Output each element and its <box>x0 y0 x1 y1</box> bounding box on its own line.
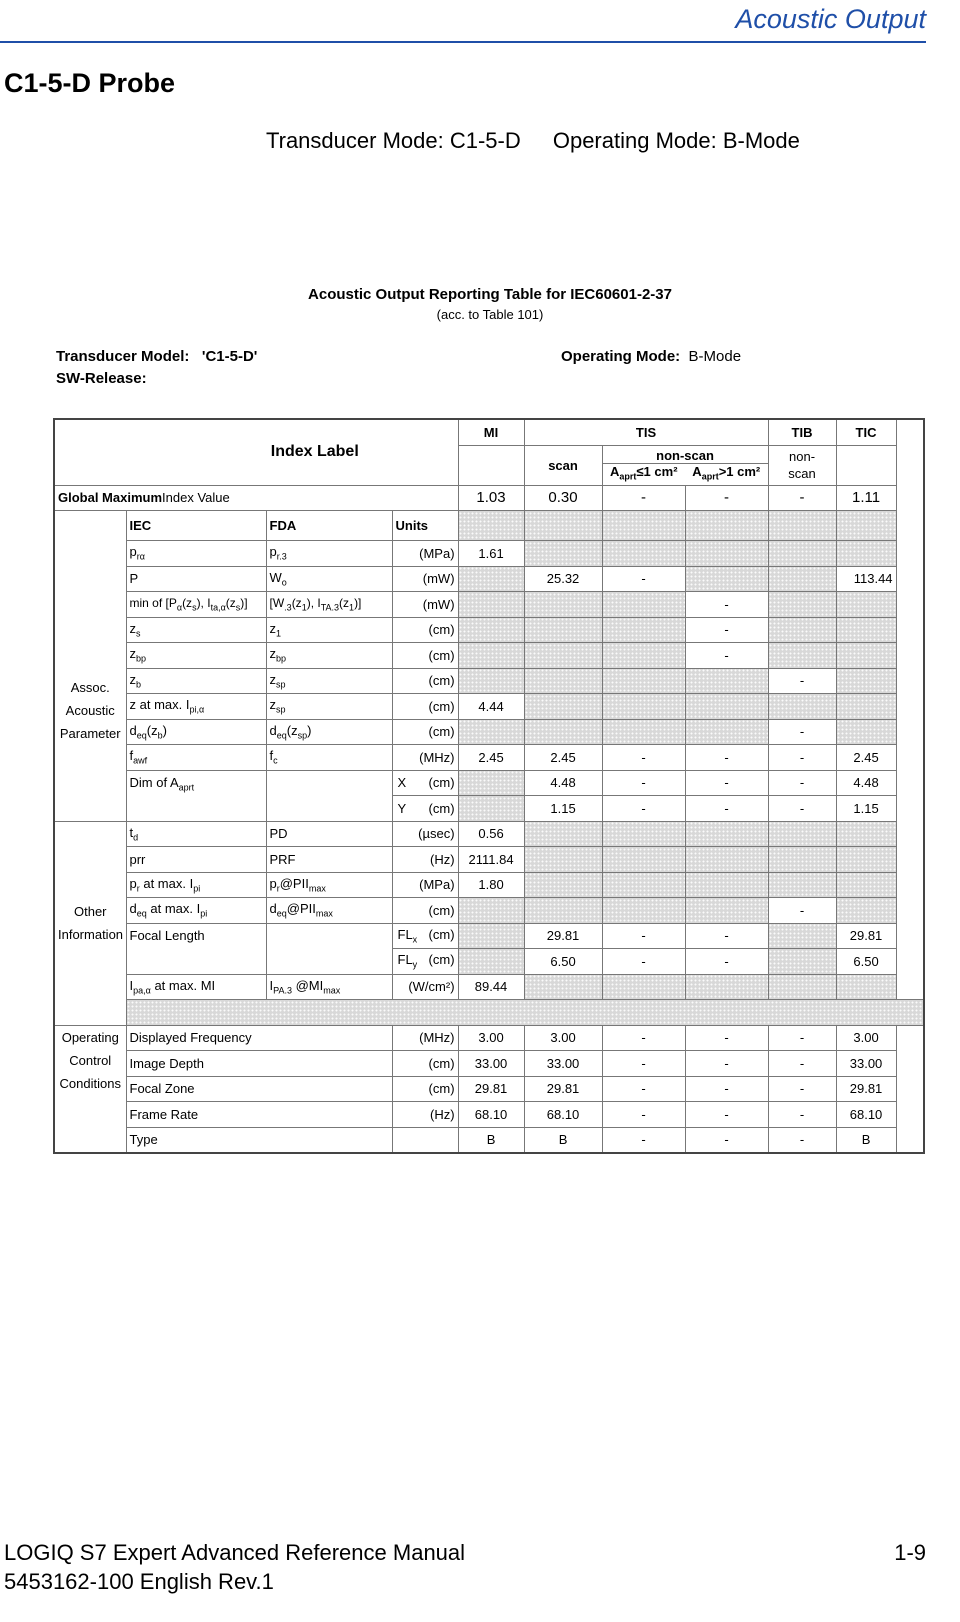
fda-zbp: $z_{bp}$ <box>266 643 392 669</box>
other-label-cell <box>54 821 126 1025</box>
unit-mhz: (MHz) <box>392 745 458 771</box>
fda-pr-pii: $p_r@PII_{max}$ <box>266 872 392 898</box>
table-row <box>54 872 924 898</box>
table-row <box>54 745 924 771</box>
op-val-scan: 68.10 <box>524 1102 602 1128</box>
val-mi: 89.44 <box>458 974 524 1000</box>
iec-deq-max: $d_{eq}$ at max. $I_{pi}$ <box>126 898 266 924</box>
op-label: Frame Rate <box>126 1102 392 1128</box>
op-val-scan: 3.00 <box>524 1025 602 1051</box>
op-val-tib: - <box>768 1102 836 1128</box>
table-row <box>54 541 924 567</box>
val-le1: - <box>602 566 685 592</box>
op-val-scan: B <box>524 1127 602 1153</box>
table-row <box>54 1102 924 1128</box>
operating-mode-value: B-Mode <box>688 348 742 365</box>
val-tic: 113.44 <box>836 566 896 592</box>
val-gt1: - <box>685 592 768 618</box>
val-tib: - <box>768 796 836 822</box>
fda-fc: $f_c$ <box>266 745 392 771</box>
page-number: 1-9 <box>894 1540 926 1565</box>
unit-cm: (cm) <box>392 617 458 643</box>
manual-title: LOGIQ S7 Expert Advanced Reference Manual <box>4 1540 466 1565</box>
iec-pra: $p_{r\alpha}$ <box>126 541 266 567</box>
fda-zsp: $z_{sp}$ <box>266 694 392 720</box>
global-max-label: Global MaximumIndex Value <box>54 485 458 511</box>
table-title: Acoustic Output Reporting Table for IEC60601-2-37 <box>308 286 672 303</box>
val-scan: 29.81 <box>524 923 602 949</box>
table-row <box>54 643 924 669</box>
unit-hz: (Hz) <box>392 847 458 873</box>
val-mi: 1.80 <box>458 872 524 898</box>
fda-deq: $d_{eq}(z_{sp})$ <box>266 719 392 745</box>
tic-header: TIC <box>836 419 896 445</box>
op-val-tic: 68.10 <box>836 1102 896 1128</box>
tis-header: TIS <box>524 419 768 445</box>
val-tib: - <box>768 719 836 745</box>
table-row <box>54 1076 924 1102</box>
unit-cm: (cm) <box>392 643 458 669</box>
assoc-line-3: Parameter <box>59 726 121 742</box>
val-gt1: - <box>685 770 768 796</box>
val-gt1: - <box>685 923 768 949</box>
assoc-line-1: Assoc. <box>70 680 110 696</box>
val-scan: 25.32 <box>524 566 602 592</box>
iec-pr-max: $p_r$ at max. $I_{pi}$ <box>126 872 266 898</box>
val-scan: 2.45 <box>524 745 602 771</box>
op-unit: (MHz) <box>392 1025 458 1051</box>
unit-cm: (cm) <box>392 668 458 694</box>
global-tib: - <box>768 485 836 511</box>
fda-pr3: $p_{r.3}$ <box>266 541 392 567</box>
probe-title: C1-5-D Probe <box>4 68 176 98</box>
operating-mode-label: Operating Mode: <box>561 348 681 365</box>
op-label: Type <box>126 1127 392 1153</box>
table-row <box>54 847 924 873</box>
val-tic: 4.48 <box>836 770 896 796</box>
val-tib: - <box>768 898 836 924</box>
fda-zsp: $z_{sp}$ <box>266 668 392 694</box>
global-tic: 1.11 <box>836 485 896 511</box>
val-tib: - <box>768 770 836 796</box>
op-val-tic: 29.81 <box>836 1076 896 1102</box>
val-scan: 1.15 <box>524 796 602 822</box>
val-tib: - <box>768 745 836 771</box>
iec-td: $t_d$ <box>126 821 266 847</box>
op-unit: (cm) <box>392 1076 458 1102</box>
table-subtitle: (acc. to Table 101) <box>436 307 544 322</box>
op-label-cell <box>54 1025 126 1153</box>
op-val-tib: - <box>768 1025 836 1051</box>
table-row <box>54 923 924 949</box>
modes-line <box>266 128 826 154</box>
unit-x: X (cm) <box>392 770 458 796</box>
iec-prr: prr <box>126 847 266 873</box>
iec-zmax: z at max. $I_{pi,\alpha}$ <box>126 694 266 720</box>
table-row <box>54 898 924 924</box>
op-unit: (Hz) <box>392 1102 458 1128</box>
op-line-3: Conditions <box>59 1075 121 1091</box>
fda-deq-pii: $d_{eq}@PII_{max}$ <box>266 898 392 924</box>
table-row <box>54 617 924 643</box>
unit-mw: (mW) <box>392 592 458 618</box>
iec-zbp: $z_{bp}$ <box>126 643 266 669</box>
iec-dim-aprt: Dim of $A_{aprt}$ <box>126 770 266 821</box>
val-tic: 29.81 <box>836 923 896 949</box>
op-val-tic: 3.00 <box>836 1025 896 1051</box>
unit-mw: (mW) <box>392 566 458 592</box>
fda-dim-empty <box>266 770 392 821</box>
fda-ipa: $I_{PA.3}$ $@MI_{max}$ <box>266 974 392 1000</box>
op-label: Focal Zone <box>126 1076 392 1102</box>
iec-zb: $z_b$ <box>126 668 266 694</box>
mi-header: MI <box>458 419 524 445</box>
operating-mode-meta <box>561 348 741 365</box>
iec-fawf: $f_{awf}$ <box>126 745 266 771</box>
tib-nonscan-header: non- scan <box>768 445 836 485</box>
unit-cm: (cm) <box>392 719 458 745</box>
section-title: Acoustic Output <box>735 4 926 34</box>
global-le1: - <box>602 485 685 511</box>
val-le1: - <box>602 923 685 949</box>
table-row <box>54 974 924 1000</box>
aprt-le1-header: $A_{aprt}\le 1$ cm² <box>610 464 678 482</box>
val-gt1: - <box>685 617 768 643</box>
fda-minof: [$W_{.3}(z_1)$, $I_{TA.3}(z_1)$] <box>266 592 392 618</box>
val-gt1: - <box>685 949 768 975</box>
val-mi: 1.61 <box>458 541 524 567</box>
other-line-2: Information <box>58 927 124 942</box>
val-tic: 6.50 <box>836 949 896 975</box>
fda-Wo: $W_o$ <box>266 566 392 592</box>
op-val-gt1: - <box>685 1025 768 1051</box>
table-row <box>54 694 924 720</box>
val-mi: 2111.84 <box>458 847 524 873</box>
op-line-1: Operating <box>61 1029 119 1045</box>
val-le1: - <box>602 796 685 822</box>
global-max-row <box>54 485 924 511</box>
op-val-mi: 3.00 <box>458 1025 524 1051</box>
operating-mode: Operating Mode: B-Mode <box>552 128 800 153</box>
table-row <box>54 719 924 745</box>
sw-release <box>56 370 147 387</box>
val-scan: 4.48 <box>524 770 602 796</box>
val-le1: - <box>602 770 685 796</box>
header-rule <box>0 41 926 43</box>
iec-header: IEC <box>126 511 266 541</box>
val-le1: - <box>602 745 685 771</box>
op-val-mi: 29.81 <box>458 1076 524 1102</box>
op-val-gt1: - <box>685 1076 768 1102</box>
val-gt1: - <box>685 796 768 822</box>
units-header: Units <box>392 511 458 541</box>
val-gt1: - <box>685 745 768 771</box>
transducer-model-label: Transducer Model: <box>56 348 190 365</box>
fda-prf: PRF <box>266 847 392 873</box>
table-row <box>54 566 924 592</box>
op-unit <box>392 1127 458 1153</box>
table-row <box>54 1127 924 1153</box>
unit-flx: $FL_x$ (cm) <box>392 923 458 949</box>
op-val-le1: - <box>602 1102 685 1128</box>
op-val-gt1: - <box>685 1102 768 1128</box>
val-le1: - <box>602 949 685 975</box>
nonscan-label: non-scan <box>656 448 714 464</box>
table-row <box>54 1051 924 1077</box>
iec-focal-length: Focal Length <box>126 923 266 974</box>
assoc-label-cell <box>54 511 126 822</box>
op-val-gt1: - <box>685 1051 768 1077</box>
other-line-1: Other <box>73 904 107 919</box>
unit-mpa: (MPa) <box>392 541 458 567</box>
op-val-tic: B <box>836 1127 896 1153</box>
iec-P: P <box>126 566 266 592</box>
table-row <box>54 821 924 847</box>
tic-sub-empty <box>836 445 896 485</box>
op-line-2: Control <box>69 1052 112 1068</box>
aprt-gt1-header: $A_{aprt}>1$ cm² <box>692 464 761 482</box>
unit-mpa: (MPa) <box>392 872 458 898</box>
fda-focal-empty <box>266 923 392 974</box>
op-label: Displayed Frequency <box>126 1025 392 1051</box>
table-row <box>54 1025 924 1051</box>
iec-deq: $d_{eq}(z_b)$ <box>126 719 266 745</box>
op-val-mi: 68.10 <box>458 1102 524 1128</box>
table-row <box>54 770 924 796</box>
unit-fly: $FL_y$ (cm) <box>392 949 458 975</box>
val-scan: 6.50 <box>524 949 602 975</box>
iec-ipa: $I_{pa,\alpha}$ at max. MI <box>126 974 266 1000</box>
separator-row <box>54 1000 924 1026</box>
transducer-model-value: 'C1-5-D' <box>201 348 258 365</box>
aprt-subheaders <box>603 463 768 482</box>
unit-usec: (µsec) <box>392 821 458 847</box>
global-mi: 1.03 <box>458 485 524 511</box>
doc-id: 5453162-100 English Rev.1 <box>4 1569 274 1594</box>
unit-y: Y (cm) <box>392 796 458 822</box>
op-val-le1: - <box>602 1076 685 1102</box>
op-label: Image Depth <box>126 1051 392 1077</box>
transducer-mode: Transducer Mode: C1-5-D <box>266 128 521 153</box>
unit-cm: (cm) <box>392 694 458 720</box>
op-val-le1: - <box>602 1051 685 1077</box>
op-unit: (cm) <box>392 1051 458 1077</box>
iec-zs: $z_s$ <box>126 617 266 643</box>
unit-cm: (cm) <box>392 898 458 924</box>
val-mi: 2.45 <box>458 745 524 771</box>
val-mi: 4.44 <box>458 694 524 720</box>
tib-header: TIB <box>768 419 836 445</box>
op-val-le1: - <box>602 1127 685 1153</box>
sw-release-label: SW-Release: <box>56 370 147 387</box>
op-val-scan: 33.00 <box>524 1051 602 1077</box>
assoc-line-2: Acoustic <box>65 703 115 719</box>
table-row <box>54 668 924 694</box>
acoustic-output-table <box>53 418 925 1154</box>
op-val-tib: - <box>768 1051 836 1077</box>
op-val-scan: 29.81 <box>524 1076 602 1102</box>
op-val-le1: - <box>602 1025 685 1051</box>
iec-minof: min of [$P_\alpha(z_s)$, $I_{ta,\alpha}(z_s)$] <box>126 592 266 618</box>
scan-header: scan <box>524 445 602 485</box>
op-val-tib: - <box>768 1127 836 1153</box>
val-tic: 1.15 <box>836 796 896 822</box>
op-val-tic: 33.00 <box>836 1051 896 1077</box>
fda-z1: $z_1$ <box>266 617 392 643</box>
val-gt1: - <box>685 643 768 669</box>
global-scan: 0.30 <box>524 485 602 511</box>
index-label-header: Index Label <box>54 419 458 485</box>
op-val-mi: 33.00 <box>458 1051 524 1077</box>
op-val-gt1: - <box>685 1127 768 1153</box>
fda-pd: PD <box>266 821 392 847</box>
mi-sub-empty <box>458 445 524 485</box>
val-tib: - <box>768 668 836 694</box>
op-val-mi: B <box>458 1127 524 1153</box>
val-tic: 2.45 <box>836 745 896 771</box>
global-gt1: - <box>685 485 768 511</box>
nonscan-header <box>602 445 768 485</box>
val-mi: 0.56 <box>458 821 524 847</box>
fda-header: FDA <box>266 511 392 541</box>
op-val-tib: - <box>768 1076 836 1102</box>
transducer-model <box>56 348 257 365</box>
table-row <box>54 592 924 618</box>
unit-wcm2: (W/cm²) <box>392 974 458 1000</box>
